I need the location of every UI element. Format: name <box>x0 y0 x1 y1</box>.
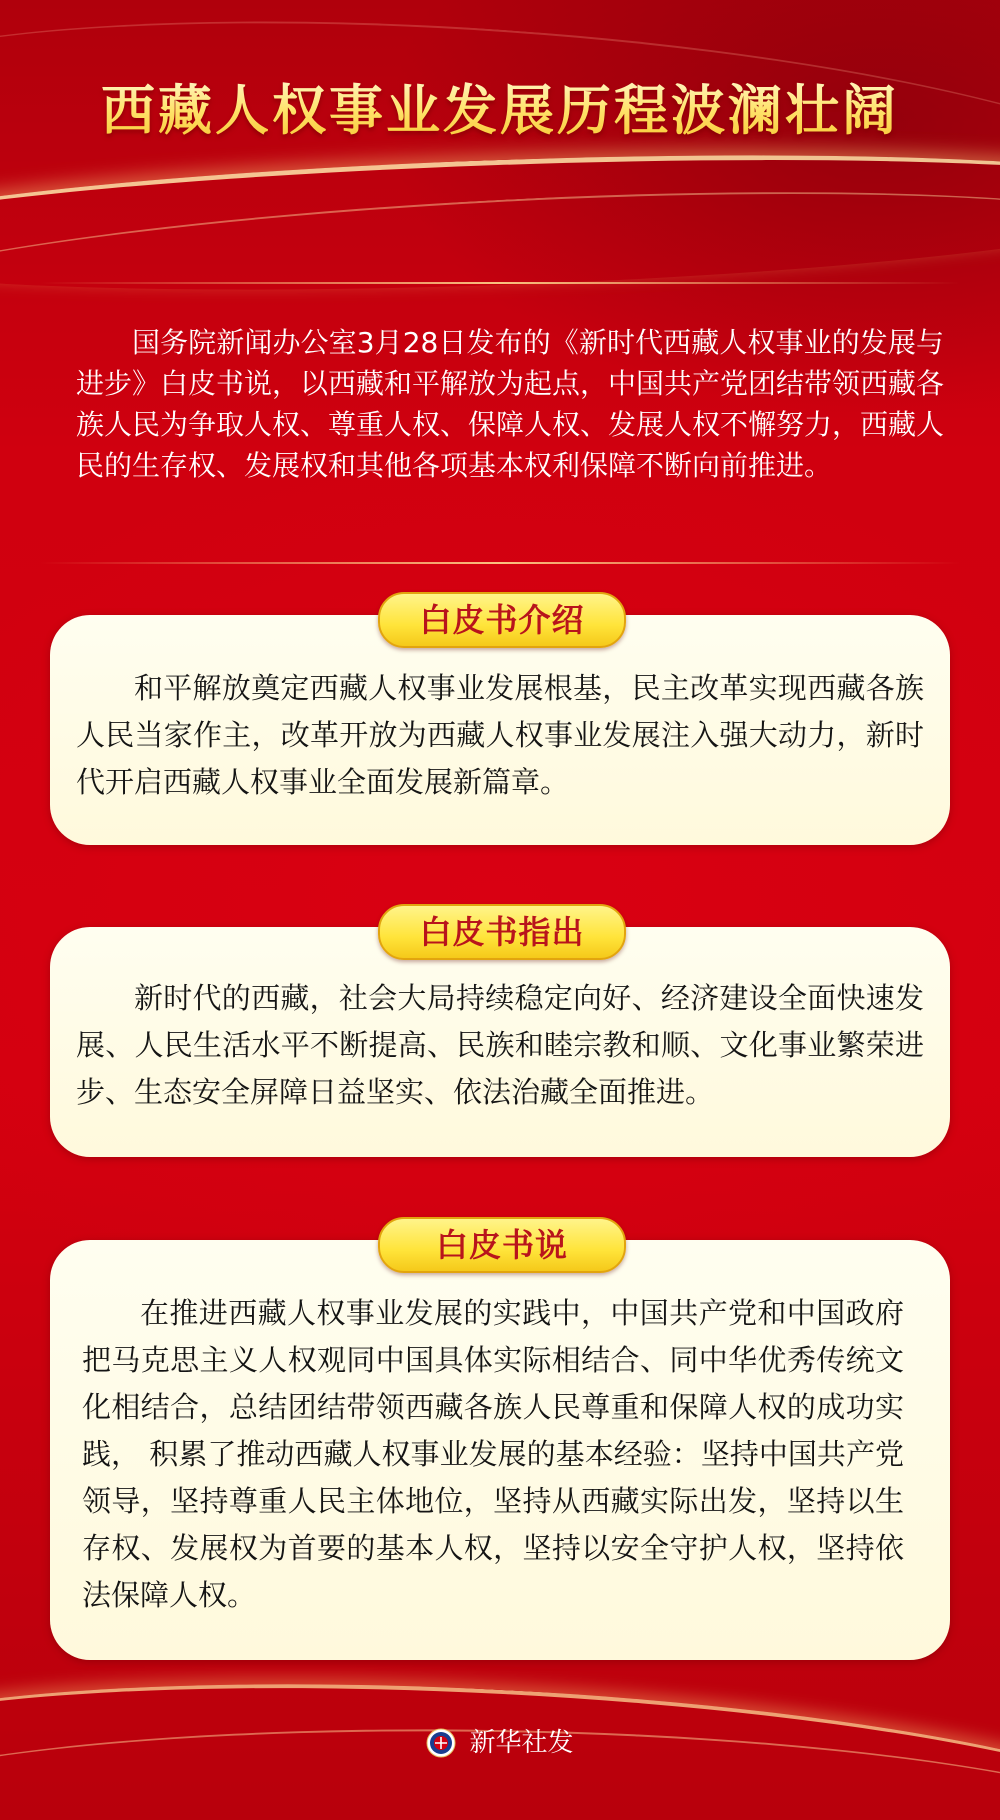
section-card-says <box>50 1240 950 1660</box>
decorative-wave <box>0 0 1000 341</box>
section-heading-badge: 白皮书说 <box>378 1217 626 1273</box>
footer-source-text: 新华社发 <box>469 1727 574 1758</box>
footer <box>0 1722 1000 1762</box>
page-title: 西藏人权事业发展历程波澜壮阔 <box>0 68 1000 145</box>
section-heading-badge: 白皮书介绍 <box>378 592 626 648</box>
divider-line <box>40 562 960 564</box>
section-heading-badge: 白皮书指出 <box>378 904 626 960</box>
intro-paragraph: 国务院新闻办公室3月28日发布的《新时代西藏人权事业的发展与进步》白皮书说，以西藏和平解放为起点，中国共产党团结带领西藏各族人民为争取人权、尊重人权、保障人权、发展人权不懈努力，西藏人民的生存权、发展权和其他各项基本权利保障不断向前推进。 <box>76 326 945 482</box>
section-card-introduction <box>50 615 950 845</box>
section-text: 和平解放奠定西藏人权事业发展根基，民主改革实现西藏各族人民当家作主，改革开放为西藏人权事业发展注入强大动力，新时代开启西藏人权事业全面发展新篇章。 <box>76 671 924 799</box>
footer-credit <box>426 1722 573 1763</box>
xinhua-logo-icon <box>426 1728 456 1758</box>
section-card-points <box>50 927 950 1157</box>
section-text: 新时代的西藏，社会大局持续稳定向好、经济建设全面快速发展、人民生活水平不断提高、民族和睦宗教和顺、文化事业繁荣进步、生态安全屏障日益坚实、依法治藏全面推进。 <box>76 981 924 1109</box>
section-text: 在推进西藏人权事业发展的实践中，中国共产党和中国政府把马克思主义人权观同中国具体实际相结合、同中华优秀传统文化相结合，总结团结带领西藏各族人民尊重和保障人权的成功实践， 积累了推动西藏人权事业发展的基本经验：坚持中国共产党领导，坚持尊重人民主体地位，坚持从西藏实际出发，坚持以生存权、发展权为首要的基本人权，坚持以安全守护人权，坚持依法保障人权。 <box>82 1296 904 1612</box>
divider-line <box>40 282 960 284</box>
